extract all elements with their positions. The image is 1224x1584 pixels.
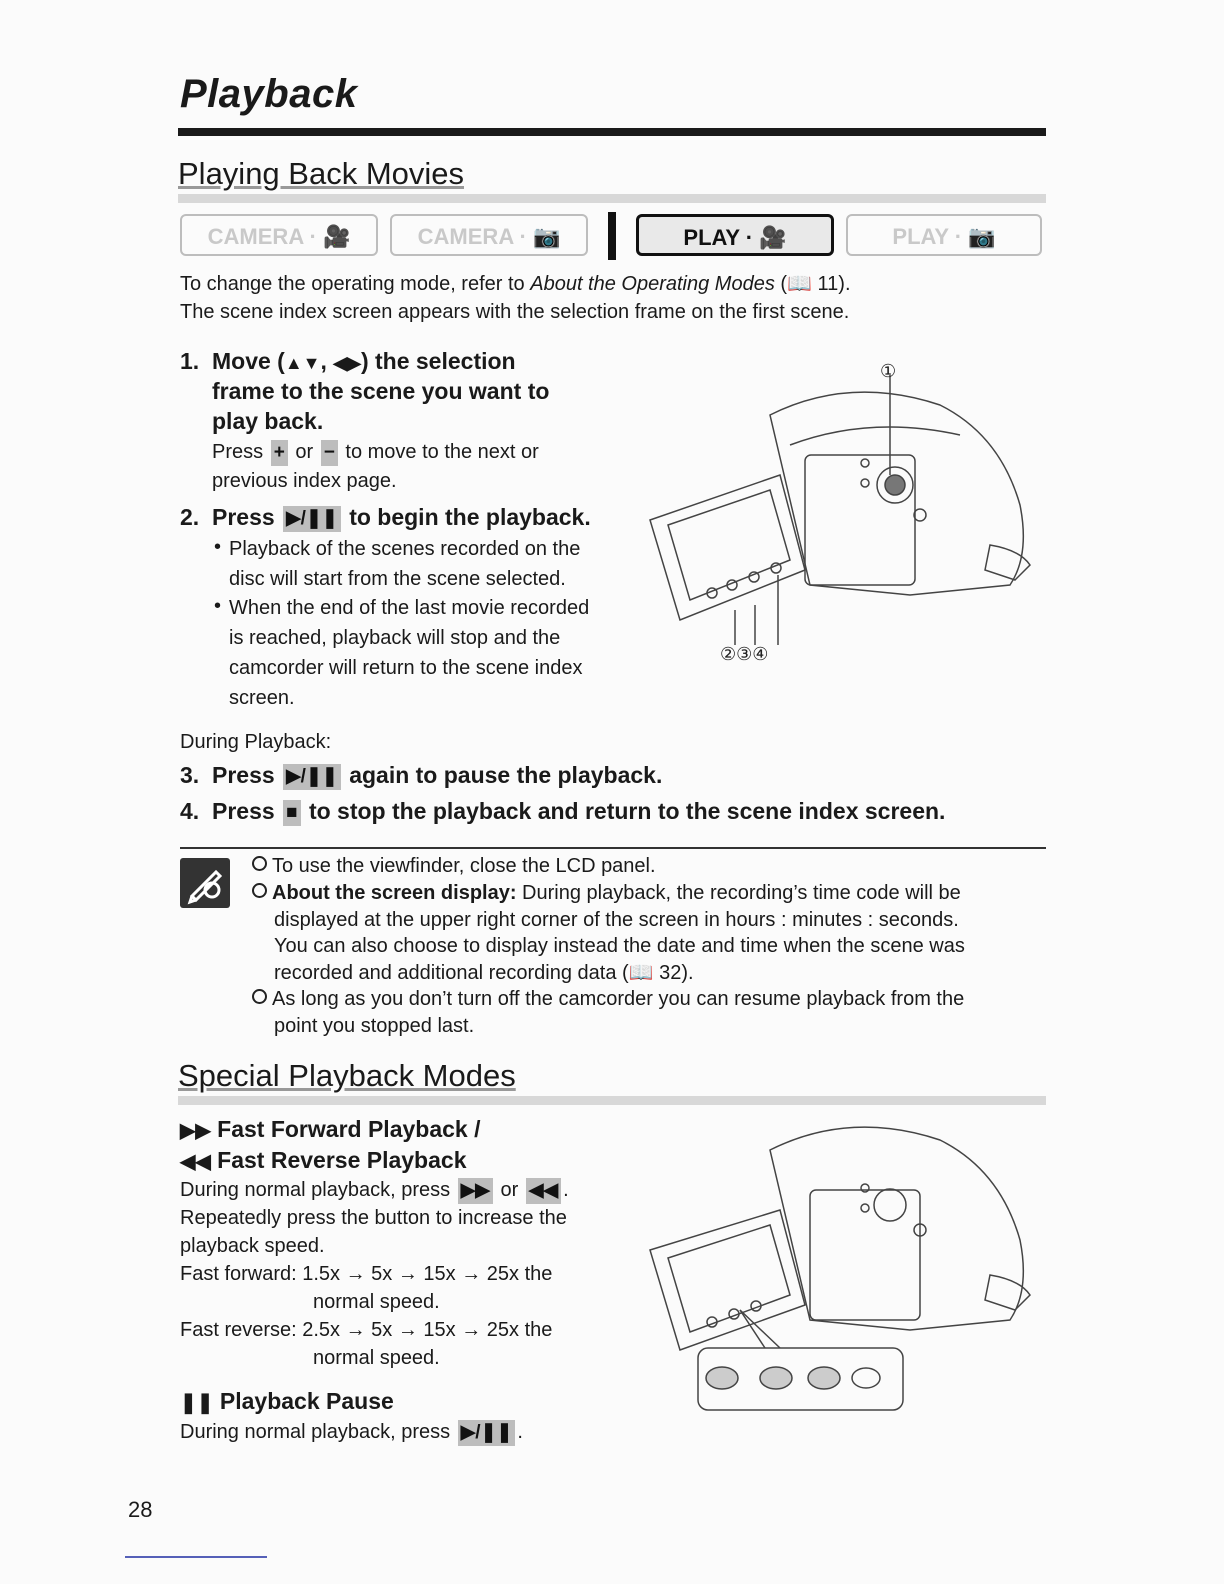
during-playback-label: During Playback: — [180, 731, 332, 753]
step-1-line-1: Move (▲▼, ◀▶) the selection — [212, 348, 516, 374]
fast-forward-speeds: Fast forward: 1.5x → 5x → 15x → 25x the — [180, 1263, 553, 1285]
step-1-sub-1: Press + or − to move to the next or — [212, 438, 539, 466]
section-heading-text: Special Playback Modes — [178, 1058, 516, 1093]
step-1-line-2: frame to the scene you want to — [212, 378, 550, 404]
bullet-2-line-4: screen. — [229, 687, 295, 709]
mode-play-movie: PLAY · 🎥 — [636, 214, 834, 256]
pause-icon: ❚❚ — [180, 1392, 214, 1414]
play-pause-button-glyph: ▶/❚❚ — [458, 1420, 516, 1446]
bullet-2-line-1: When the end of the last movie recorded — [229, 597, 590, 619]
fast-reverse-speeds-cont: normal speed. — [313, 1347, 440, 1369]
section-heading-playing-back-movies — [178, 158, 1046, 203]
note-2-line-3: You can also choose to display instead the date and time when the scene was — [274, 935, 965, 957]
title-divider — [178, 128, 1046, 136]
note-2-line-1: About the screen display: During playback, the recording’s time code will be — [252, 879, 961, 907]
bullet-2-line-3: camcorder will return to the scene index — [229, 657, 583, 679]
fast-reverse-button-glyph: ◀◀ — [526, 1178, 561, 1204]
intro-line-2: The scene index screen appears with the selection frame on the first scene. — [180, 301, 850, 323]
step-1-sub-2: previous index page. — [212, 470, 397, 492]
fast-forward-heading: ▶▶ Fast Forward Playback / — [180, 1116, 481, 1142]
camcorder-illustration-1 — [640, 355, 1040, 675]
fast-reverse-heading: ◀◀ Fast Reverse Playback — [180, 1147, 467, 1173]
minus-button-glyph: − — [321, 440, 338, 466]
step-3-number: 3. — [180, 762, 200, 788]
mode-camera-movie: CAMERA · 🎥 — [180, 214, 378, 256]
mode-play-photo: PLAY · 📷 — [846, 214, 1042, 256]
plus-button-glyph: + — [271, 440, 288, 466]
ff-line-1: During normal playback, press ▶▶ or ◀◀ . — [180, 1176, 569, 1204]
bullet-dot: • — [214, 595, 222, 617]
fast-forward-speeds-cont: normal speed. — [313, 1291, 440, 1313]
camcorder-illustration-2 — [640, 1110, 1040, 1420]
playback-pause-heading: ❚❚ Playback Pause — [180, 1388, 394, 1414]
step-1-line-3: play back. — [212, 408, 324, 434]
callout-1: ① — [880, 361, 897, 382]
step-4-line: Press ■ to stop the playback and return to the scene index screen. — [212, 798, 946, 824]
page-title: Playback — [180, 72, 358, 116]
intro-line-1: To change the operating mode, refer to About the Operating Modes (📖 11). — [180, 273, 851, 295]
pause-line: During normal playback, press ▶/❚❚ . — [180, 1418, 523, 1446]
note-3-line-1: As long as you don’t turn off the camcorder you can resume playback from the — [252, 985, 964, 1013]
note-bullet-icon — [252, 883, 267, 898]
step-2-line: Press ▶/❚❚ to begin the playback. — [212, 504, 591, 530]
ff-line-2: Repeatedly press the button to increase the — [180, 1207, 567, 1229]
bullet-dot: • — [214, 536, 222, 558]
note-bullet-icon — [252, 989, 267, 1004]
note-bullet-icon — [252, 856, 267, 871]
step-2-number: 2. — [180, 504, 200, 530]
note-3-line-2: point you stopped last. — [274, 1015, 475, 1037]
fast-forward-icon: ▶▶ — [180, 1120, 211, 1142]
play-pause-button-glyph: ▶/❚❚ — [283, 506, 341, 532]
page-number: 28 — [128, 1497, 153, 1522]
bullet-2-line-2: is reached, playback will stop and the — [229, 627, 561, 649]
step-3-line: Press ▶/❚❚ again to pause the playback. — [212, 762, 663, 788]
mode-camera-photo: CAMERA · 📷 — [390, 214, 588, 256]
notes-divider — [180, 847, 1046, 849]
footer-rule — [125, 1556, 267, 1558]
play-pause-button-glyph: ▶/❚❚ — [283, 764, 341, 790]
section-heading-special-playback — [178, 1060, 1046, 1105]
fast-reverse-speeds: Fast reverse: 2.5x → 5x → 15x → 25x the — [180, 1319, 553, 1341]
bullet-1-line-2: disc will start from the scene selected. — [229, 568, 566, 590]
operating-mode-strip — [180, 212, 1046, 260]
pencil-note-icon — [180, 858, 230, 908]
fast-forward-button-glyph: ▶▶ — [458, 1178, 493, 1204]
ff-line-3: playback speed. — [180, 1235, 325, 1257]
mode-separator — [608, 212, 616, 260]
fast-reverse-icon: ◀◀ — [180, 1151, 211, 1173]
step-4-number: 4. — [180, 798, 200, 824]
stop-button-glyph: ■ — [283, 800, 300, 826]
note-2-line-4: recorded and additional recording data (📖 32). — [274, 962, 694, 984]
note-1: To use the viewfinder, close the LCD panel. — [252, 852, 656, 880]
bullet-1-line-1: Playback of the scenes recorded on the — [229, 538, 581, 560]
callout-2-3-4: ②③④ — [720, 644, 769, 665]
section-heading-text: Playing Back Movies — [178, 156, 465, 191]
note-2-line-2: displayed at the upper right corner of the screen in hours : minutes : seconds. — [274, 909, 959, 931]
step-1-number: 1. — [180, 348, 200, 374]
